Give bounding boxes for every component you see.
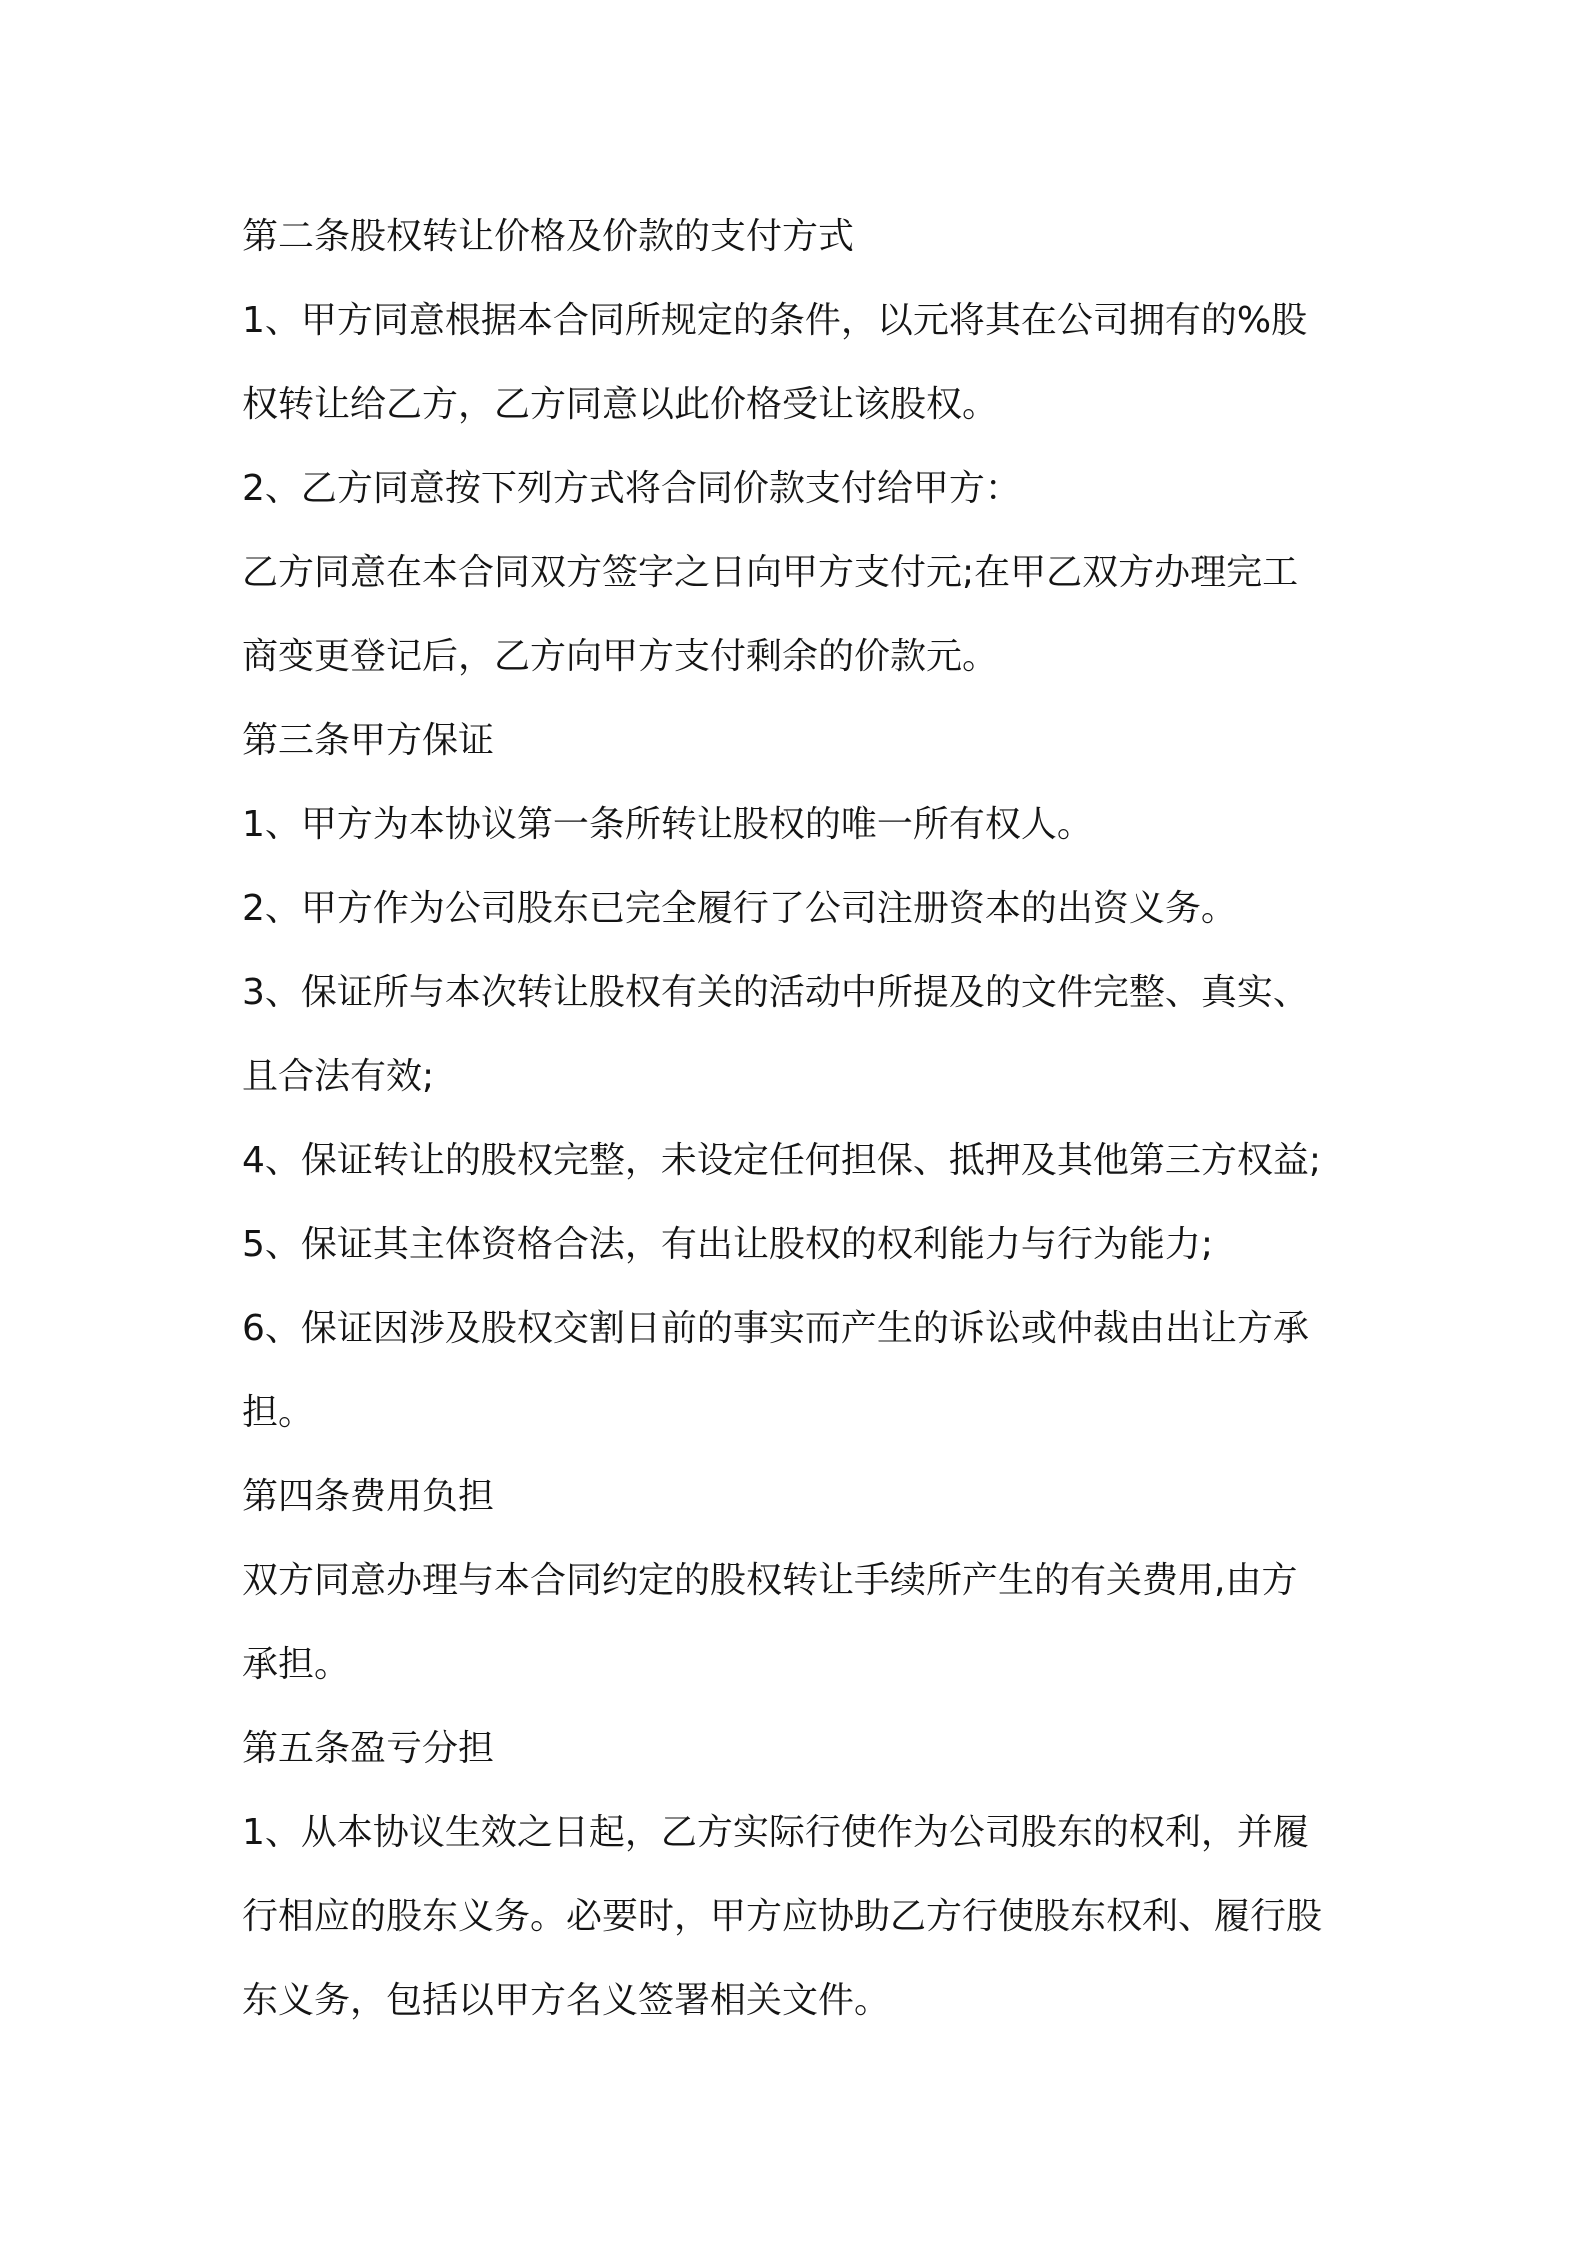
article-3-clause-1: 1、甲方为本协议第一条所转让股权的唯一所有权人。 <box>242 804 1093 845</box>
article-3-clause-3-line-2: 且合法有效; <box>242 1056 435 1097</box>
article-5-clause-1-line-1: 1、从本协议生效之日起，乙方实际行使作为公司股东的权利，并履 <box>242 1812 1309 1853</box>
article-3-clause-4: 4、保证转让的股权完整，未设定任何担保、抵押及其他第三方权益; <box>242 1140 1322 1181</box>
article-3-clause-5: 5、保证其主体资格合法，有出让股权的权利能力与行为能力; <box>242 1224 1214 1265</box>
article-4-body-line-1: 双方同意办理与本合同约定的股权转让手续所产生的有关费用,由方 <box>242 1560 1298 1601</box>
article-2-heading: 第二条股权转让价格及价款的支付方式 <box>242 216 855 257</box>
article-5-heading: 第五条盈亏分担 <box>242 1728 495 1769</box>
article-4-heading: 第四条费用负担 <box>242 1476 495 1517</box>
article-2-payment-line-2: 商变更登记后，乙方向甲方支付剩余的价款元。 <box>242 636 999 677</box>
article-2-payment-line-1: 乙方同意在本合同双方签字之日向甲方支付元;在甲乙双方办理完工 <box>242 552 1299 593</box>
article-4-body-line-2: 承担。 <box>242 1644 351 1685</box>
article-3-clause-6-line-2: 担。 <box>242 1392 315 1433</box>
article-2-clause-2: 2、乙方同意按下列方式将合同价款支付给甲方： <box>242 468 1021 509</box>
article-2-clause-1-line-1: 1、甲方同意根据本合同所规定的条件，以元将其在公司拥有的%股 <box>242 300 1308 341</box>
article-3-clause-3-line-1: 3、保证所与本次转让股权有关的活动中所提及的文件完整、真实、 <box>242 972 1309 1013</box>
article-3-clause-6-line-1: 6、保证因涉及股权交割日前的事实而产生的诉讼或仲裁由出让方承 <box>242 1308 1309 1349</box>
article-5-clause-1-line-3: 东义务，包括以甲方名义签署相关文件。 <box>242 1980 891 2021</box>
article-5-clause-1-line-2: 行相应的股东义务。必要时，甲方应协助乙方行使股东权利、履行股 <box>242 1896 1323 1937</box>
article-3-heading: 第三条甲方保证 <box>242 720 495 761</box>
article-3-clause-2: 2、甲方作为公司股东已完全履行了公司注册资本的出资义务。 <box>242 888 1237 929</box>
document-body <box>242 195 1372 2043</box>
article-2-clause-1-line-2: 权转让给乙方，乙方同意以此价格受让该股权。 <box>242 384 999 425</box>
